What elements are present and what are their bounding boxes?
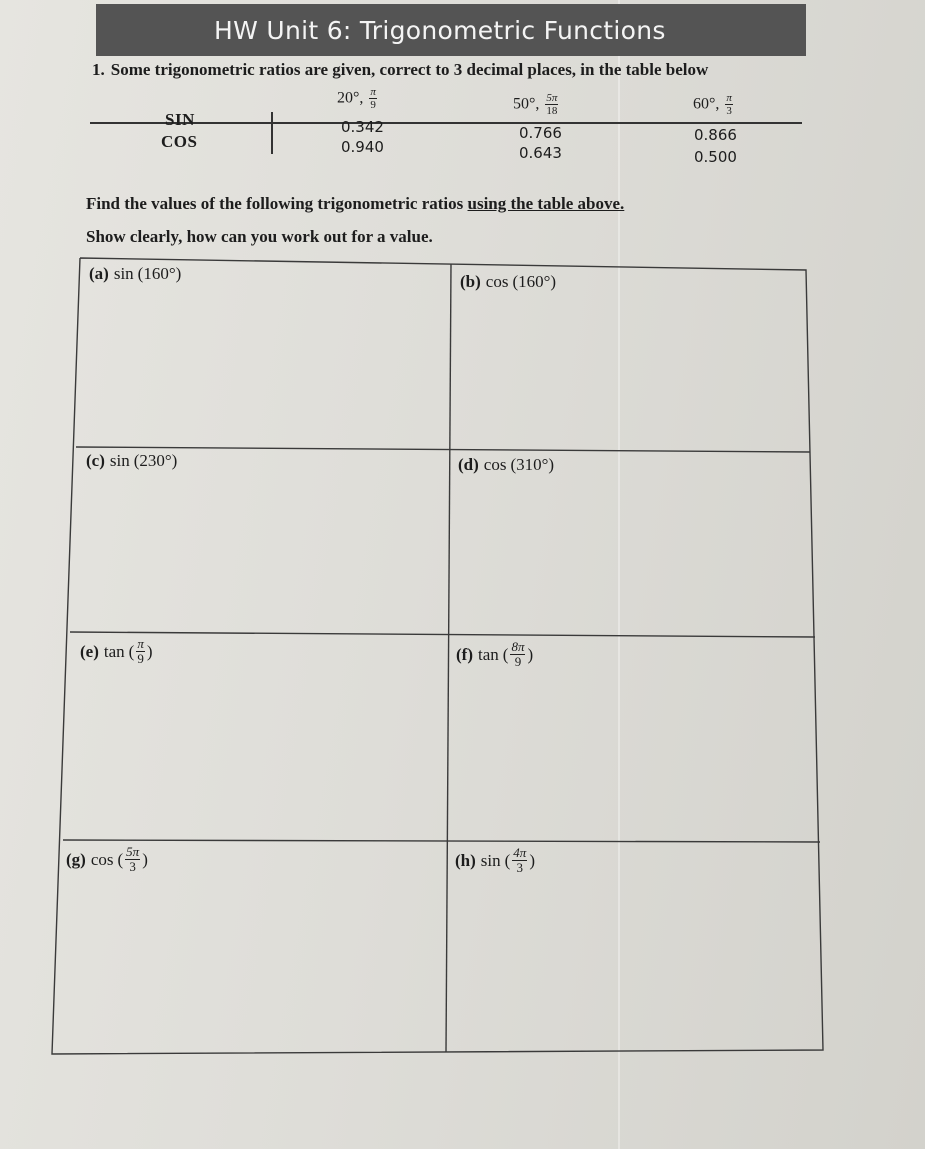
part-f-answer-area[interactable] [450,680,814,838]
part-a-label: (a) sin (160°) [89,264,182,283]
table-cell: 0.766 [519,124,562,142]
part-b-answer-area[interactable] [454,300,804,448]
part-b-label: (b) cos (160°) [460,272,557,291]
row-label-cos: COS [161,132,198,151]
part-c-label: (c) sin (230°) [86,451,178,470]
worksheet-title: HW Unit 6: Trigonometric Functions [214,15,666,45]
answer-grid-row-rule [63,840,820,842]
question-text: Some trigonometric ratios are given, correct to 3 decimal places, in the table below [110,60,709,79]
column-header-60: 60°, $\frac{\pi}{3}$ [693,92,732,118]
part-d-answer-area[interactable] [452,484,808,634]
table-cell: 0.342 [341,118,384,136]
part-g-label: (g) cos ( $\frac{5\pi}{3}$ ) [66,844,148,875]
table-cell: 0.866 [694,126,737,144]
column-header-fraction: $\frac{\pi}{9}$ [370,86,376,112]
table-cell: 0.500 [694,148,737,166]
instruction-line-1: Find the values of the following trigonometric ratios using the table above. [86,194,625,213]
row-label-sin: SIN [165,110,195,129]
part-e-answer-area[interactable] [70,676,444,836]
column-header-50: 50°, $\frac{5\pi}{18}$ [513,92,558,118]
part-f-label: (f) tan ( $\frac{8\pi}{9}$ ) [456,639,534,670]
part-g-answer-area[interactable] [56,884,442,1048]
table-cell: 0.643 [519,144,562,162]
ratio-table [0,0,925,180]
part-h-label: (h) sin ( $\frac{4\pi}{3}$ ) [455,845,535,876]
part-a-answer-area[interactable] [84,294,446,444]
question-number: 1. [92,60,105,79]
table-header-rule [90,122,802,124]
part-h-answer-area[interactable] [450,884,820,1048]
table-cell: 0.940 [341,138,384,156]
part-c-answer-area[interactable] [78,480,444,630]
part-d-label: (d) cos (310°) [458,455,555,474]
table-column-rule [271,112,273,154]
column-header-fraction: $\frac{5\pi}{18}$ [546,92,558,118]
part-e-label: (e) tan ( $\frac{\pi}{9}$ ) [80,636,153,667]
column-header-fraction: $\frac{\pi}{3}$ [726,92,732,118]
instruction-emphasis: using the table above. [467,194,625,213]
instruction-line-2: Show clearly, how can you work out for a value. [86,227,433,246]
column-header-20: 20°, $\frac{\pi}{9}$ [337,86,376,112]
